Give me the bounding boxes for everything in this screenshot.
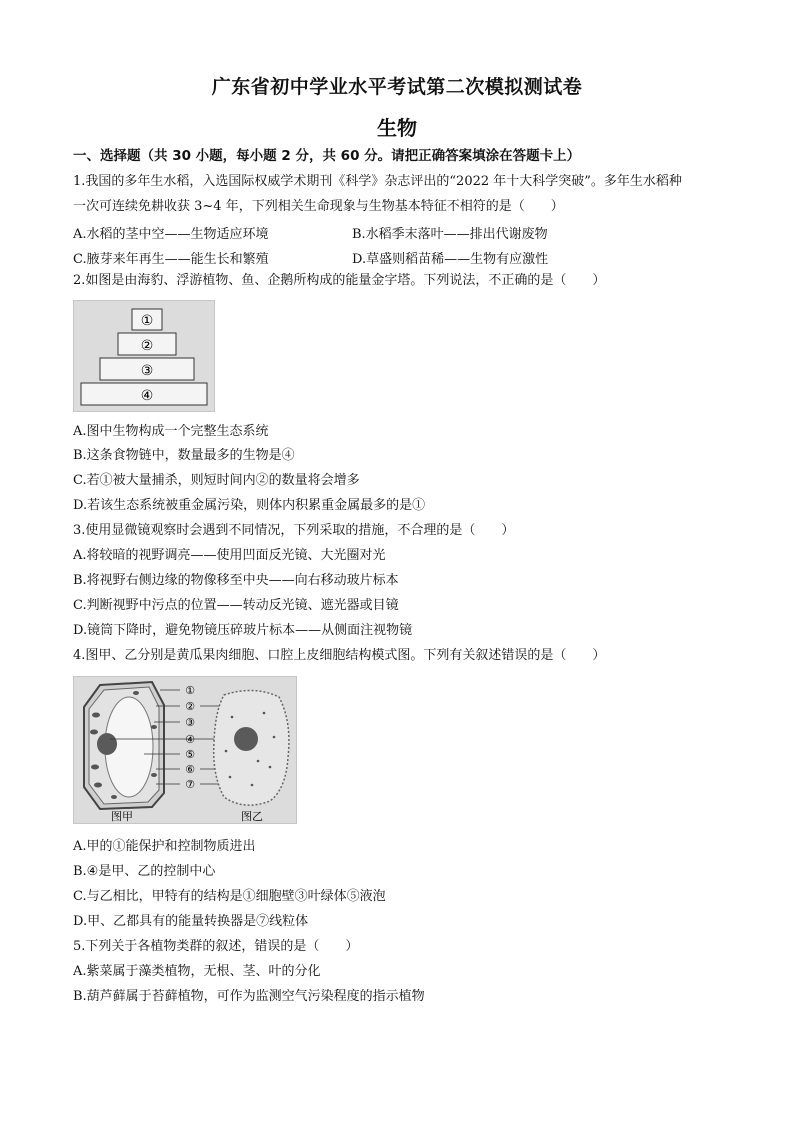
q2-option-d: D.若该生态系统被重金属污染，则体内积累重金属最多的是① [73,498,426,513]
cytoplasm-dot [225,750,228,753]
subject-title: 生物 [377,116,417,140]
q2-stem: 2.如图是由海豹、浮游植物、鱼、企鹅所构成的能量金字塔。下列说法，不正确的是（ ） [73,273,606,288]
cytoplasm-dot [231,716,234,719]
caption-plant-cell: 图甲 [111,810,133,823]
q1-option-a: A.水稻的茎中空——生物适应环境 [73,227,269,242]
pyramid-label-3: ③ [140,363,154,379]
cell-label-2: ② [185,700,195,713]
pyramid-label-4: ④ [140,388,154,404]
chloroplast-icon [91,765,99,770]
chloroplast-icon [90,730,98,735]
cytoplasm-dot [229,776,232,779]
chloroplast-icon [94,783,102,788]
cytoplasm-dot [273,736,276,739]
q2-option-b: B.这条食物链中，数量最多的生物是④ [73,448,295,463]
q1-option-b: B.水稻季末落叶——排出代谢废物 [352,227,548,242]
exam-title: 广东省初中学业水平考试第二次模拟测试卷 [211,76,583,98]
energy-pyramid-figure [73,300,215,412]
q4-option-b: B.④是甲、乙的控制中心 [73,864,216,879]
cell-structure-figure [73,676,297,824]
q3-option-a: A.将较暗的视野调亮——使用凹面反光镜、大光圈对光 [73,548,386,563]
q5-stem: 5.下列关于各植物类群的叙述，错误的是（ ） [73,939,359,954]
pyramid-label-1: ① [140,313,154,329]
q1-option-c: C.腋芽来年再生——能生长和繁殖 [73,252,269,267]
chloroplast-icon [151,725,157,729]
chloroplast-icon [151,773,157,777]
q3-option-c: C.判断视野中污点的位置——转动反光镜、遮光器或目镜 [73,598,399,613]
caption-animal-cell: 图乙 [241,810,263,823]
q5-option-a: A.紫菜属于藻类植物，无根、茎、叶的分化 [73,964,321,979]
plant-nucleus [97,733,117,755]
cell-label-4: ④ [185,733,195,746]
cell-label-3: ③ [185,716,195,729]
q4-option-a: A.甲的①能保护和控制物质进出 [73,839,256,854]
cytoplasm-dot [263,712,266,715]
q5-option-b: B.葫芦藓属于苔藓植物，可作为监测空气污染程度的指示植物 [73,989,425,1004]
q1-stem-line1: 1.我国的多年生水稻，入选国际权威学术期刊《科学》杂志评出的“2022 年十大科学突破”。多年生水稻种 [73,174,682,189]
cytoplasm-dot [251,784,254,787]
cell-label-5: ⑤ [185,748,195,761]
animal-nucleus [234,727,258,751]
q1-option-d: D.草盛则稻苗稀——生物有应激性 [352,252,549,267]
section-heading: 一、选择题（共 30 小题，每小题 2 分，共 60 分。请把正确答案填涂在答题卡上） [73,148,581,164]
cytoplasm-dot [257,760,260,763]
cytoplasm-dot [269,766,272,769]
pyramid-label-2: ② [140,338,154,354]
q4-option-c: C.与乙相比，甲特有的结构是①细胞壁③叶绿体⑤液泡 [73,889,386,904]
cell-label-6: ⑥ [185,763,195,776]
mitochondrion-icon [111,795,117,799]
q2-option-c: C.若①被大量捕杀，则短时间内②的数量将会增多 [73,473,360,488]
q3-option-d: D.镜筒下降时，避免物镜压碎玻片标本——从侧面注视物镜 [73,623,413,638]
q4-option-d: D.甲、乙都具有的能量转换器是⑦线粒体 [73,914,309,929]
cell-label-1: ① [185,684,195,697]
cell-label-7: ⑦ [185,778,195,791]
q4-stem: 4.图甲、乙分别是黄瓜果肉细胞、口腔上皮细胞结构模式图。下列有关叙述错误的是（ ） [73,648,606,663]
q1-stem-line2: 一次可连续免耕收获 3~4 年，下列相关生命现象与生物基本特征不相符的是（ ） [73,199,564,214]
chloroplast-icon [92,713,100,718]
mitochondrion-icon [133,691,139,695]
q3-stem: 3.使用显微镜观察时会遇到不同情况，下列采取的措施，不合理的是（ ） [73,523,515,538]
q2-option-a: A.图中生物构成一个完整生态系统 [73,424,269,439]
q3-option-b: B.将视野右侧边缘的物像移至中央——向右移动玻片标本 [73,573,399,588]
